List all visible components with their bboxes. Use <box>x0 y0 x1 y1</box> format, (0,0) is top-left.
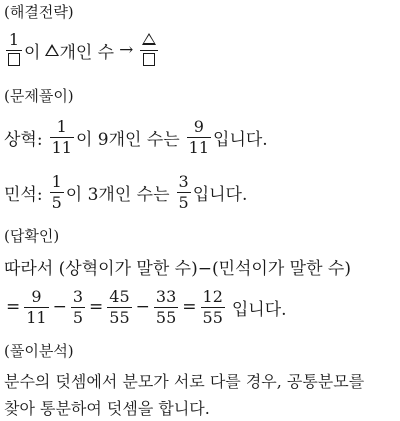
square-placeholder-icon <box>143 53 155 66</box>
minseok-label: 민석: <box>4 184 43 205</box>
sanghyuk-fraction-1: $\frac{1}{11}$ <box>51 116 72 157</box>
strategy-text-1: 이 <box>24 42 41 63</box>
fraction-numerator: 1 <box>8 29 20 49</box>
sanghyuk-line <box>4 113 396 161</box>
analysis-line-1: 분수의 덧셈에서 분모가 서로 다를 경우, 공통분모를 <box>4 371 365 391</box>
equation-fraction: $\frac{33}{55}$ <box>155 286 177 327</box>
sanghyuk-text-1: 이 9개인 수는 <box>75 129 180 150</box>
analysis-heading: (풀이분석) <box>4 341 74 360</box>
analysis-line-2: 찾아 통분하여 덧셈을 합니다. <box>4 398 210 418</box>
strategy-fraction-2 <box>140 32 158 69</box>
strategy-fraction-1 <box>6 29 22 69</box>
square-placeholder-icon <box>8 53 20 66</box>
arrow-icon: → <box>119 40 134 60</box>
minseok-fraction-1: $\frac{1}{5}$ <box>51 171 62 212</box>
triangle-placeholder-icon <box>142 33 156 45</box>
solution-heading: (문제풀이) <box>4 86 74 105</box>
strategy-heading: (해결전략) <box>4 2 74 21</box>
strategy-text-2: 개인 수 <box>59 42 115 63</box>
equation-fraction: $\frac{3}{5}$ <box>72 286 84 327</box>
equation-fraction: $\frac{9}{11}$ <box>26 286 47 327</box>
check-heading: (답확인) <box>4 226 60 245</box>
minseok-fraction-2: $\frac{3}{5}$ <box>178 171 189 212</box>
equation-tail: 입니다. <box>231 299 287 320</box>
equation-fraction: $\frac{12}{55}$ <box>202 286 223 327</box>
sanghyuk-fraction-2: $\frac{9}{11}$ <box>188 116 210 157</box>
sanghyuk-label: 상혁: <box>4 129 43 150</box>
minseok-text-1: 이 3개인 수는 <box>65 184 170 205</box>
minseok-text-2: 입니다. <box>192 184 248 205</box>
strategy-line <box>4 28 396 72</box>
sanghyuk-text-2: 입니다. <box>213 129 268 150</box>
check-equation: = $\frac{9}{11}$ − $\frac{3}{5}$ = $\frac{45}{55}$ − $\frac{33}{55}$ = $\frac{12}{55}$ 입니다. <box>6 286 287 327</box>
equation-fraction: $\frac{45}{55}$ <box>109 286 130 327</box>
minseok-line <box>4 168 396 216</box>
triangle-placeholder-icon <box>45 44 59 56</box>
check-line-1: 따라서 (상혁이가 말한 수)−(민석이가 말한 수) <box>4 258 351 279</box>
